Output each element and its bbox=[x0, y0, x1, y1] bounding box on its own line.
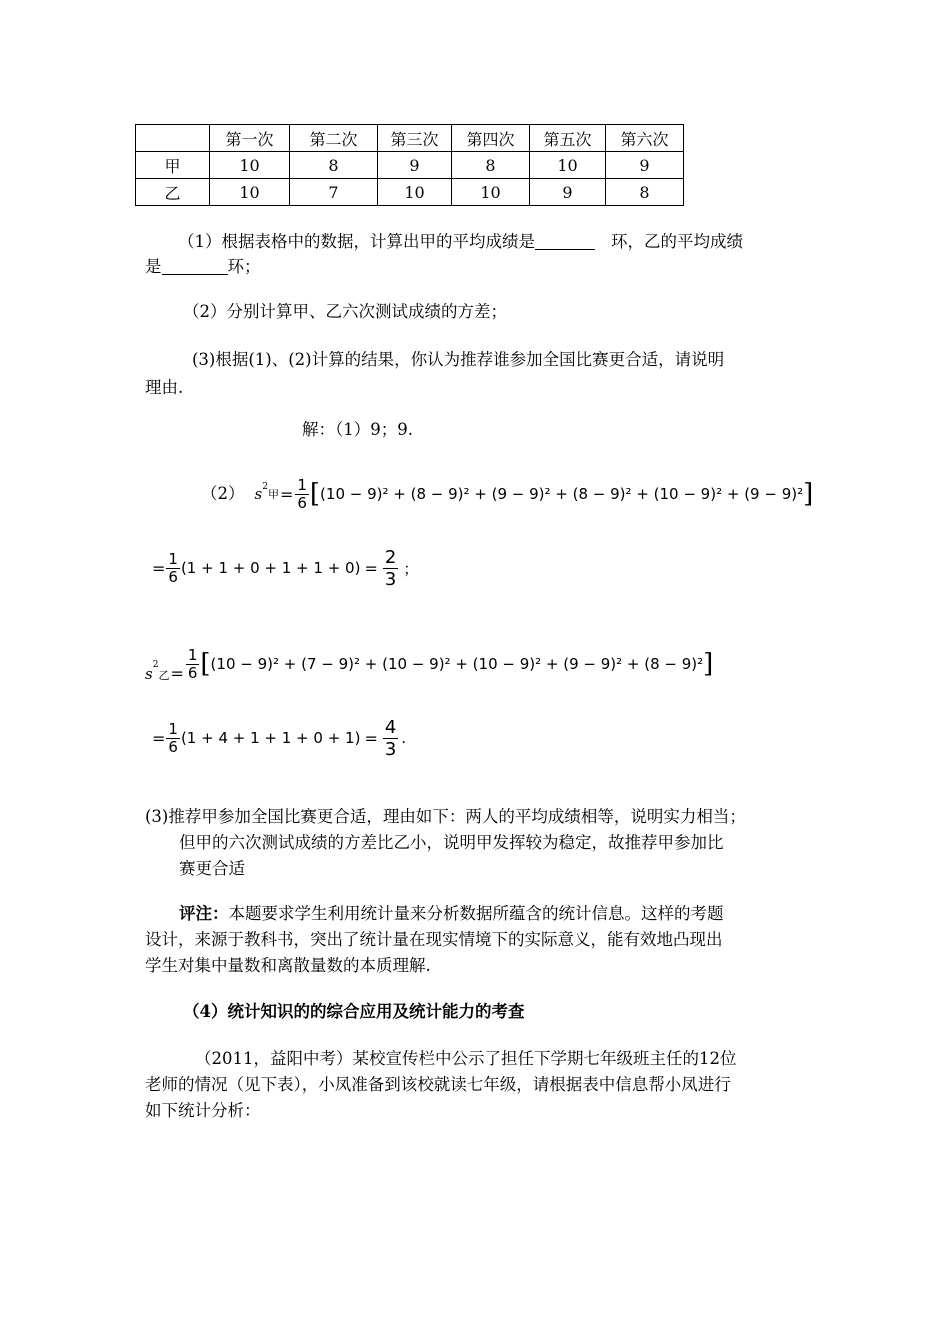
score-table bbox=[135, 124, 684, 206]
table-cell: 9 bbox=[378, 152, 452, 179]
variance-jia-sum: (1 + 1 + 0 + 1 + 1 + 0) bbox=[180, 559, 361, 577]
table-header-row bbox=[136, 125, 684, 152]
table-header-cell: 第五次 bbox=[530, 125, 606, 152]
table-header-cell: 第六次 bbox=[606, 125, 684, 152]
question-3-line-1: (3)根据(1)、(2)计算的结果，你认为推荐谁参加全国比赛更合适，请说明 bbox=[192, 350, 725, 369]
question-1-line-2 bbox=[145, 251, 261, 283]
table-header-cell: 第一次 bbox=[210, 125, 290, 152]
table-header-cell: 第二次 bbox=[290, 125, 378, 152]
variance-yi-terms: (10 − 9)² + (7 − 9)² + (10 − 9)² + (10 − 9)² + (9 − 9)² + (8 − 9)² bbox=[210, 655, 704, 673]
variance-subscript: 甲 bbox=[267, 488, 279, 501]
variance-yi-result: = $\frac{1}{6}$ (1 + 4 + 1 + 1 + 0 + 1) = $\frac{4}{3}$ . bbox=[152, 716, 407, 760]
table-header-cell bbox=[136, 125, 210, 152]
table-cell: 8 bbox=[606, 179, 684, 206]
problem-line-1: （2011，益阳中考）某校宣传栏中公示了担任下学期七年级班主任的12位 bbox=[195, 1049, 737, 1068]
problem-line-2: 老师的情况（见下表），小凤准备到该校就读七年级，请根据表中信息帮小凤进行 bbox=[145, 1075, 731, 1094]
table-row bbox=[136, 179, 684, 206]
part-3-line-3: 赛更合适 bbox=[179, 859, 245, 878]
question-text: （1）根据表格中的数据，计算出甲的平均成绩是 bbox=[178, 232, 535, 251]
table-cell: 10 bbox=[210, 179, 290, 206]
answer-blank bbox=[162, 256, 228, 275]
section-4-heading: （4）统计知识的的综合应用及统计能力的考查 bbox=[183, 1002, 525, 1021]
variance-symbol: s bbox=[145, 665, 153, 683]
table-row bbox=[136, 152, 684, 179]
table-cell: 10 bbox=[530, 152, 606, 179]
table-header-cell: 第三次 bbox=[378, 125, 452, 152]
question-2: （2）分别计算甲、乙六次测试成绩的方差； bbox=[183, 302, 507, 321]
table-cell: 10 bbox=[378, 179, 452, 206]
comment-line-3: 学生对集中量数和离散量数的本质理解. bbox=[145, 956, 431, 975]
variance-jia-terms: (10 − 9)² + (8 − 9)² + (9 − 9)² + (8 − 9)² + (10 − 9)² + (9 − 9)² bbox=[320, 485, 804, 503]
comment-text: 本题要求学生利用统计量来分析数据所蕴含的统计信息。这样的考题 bbox=[228, 904, 724, 923]
table-cell: 10 bbox=[452, 179, 530, 206]
fraction-one-sixth: $\frac{1}{6}$ bbox=[187, 645, 198, 682]
variance-symbol: s bbox=[254, 485, 263, 503]
variance-jia-result: = $\frac{1}{6}$ (1 + 1 + 0 + 1 + 1 + 0) = $\frac{2}{3}$ ； bbox=[152, 546, 419, 590]
comment-line-2: 设计，来源于教科书，突出了统计量在现实情境下的实际意义，能有效地凸现出 bbox=[145, 930, 723, 949]
question-1-line-1 bbox=[178, 226, 743, 258]
solution-intro: 解：（1）9；9. bbox=[302, 420, 413, 439]
table-cell: 9 bbox=[606, 152, 684, 179]
fraction-one-sixth: $\frac{1}{6}$ bbox=[168, 549, 178, 586]
variance-yi-formula: s $^2$ 乙 = $\frac{1}{6}$ [ (10 − 9)² + (7 − 9)² + (10 − 9)² + (10 − 9)² + (9 − 9)² + (8 − 9)² ] bbox=[145, 645, 714, 683]
fraction-result: $\frac{2}{3}$ bbox=[384, 546, 397, 590]
fraction-result: $\frac{4}{3}$ bbox=[384, 716, 397, 760]
part-3-line-1: (3)推荐甲参加全国比赛更合适，理由如下：两人的平均成绩相等，说明实力相当； bbox=[145, 807, 746, 826]
problem-line-3: 如下统计分析： bbox=[145, 1101, 261, 1120]
answer-blank bbox=[535, 231, 595, 250]
table-header-cell: 第四次 bbox=[452, 125, 530, 152]
table-cell: 9 bbox=[530, 179, 606, 206]
table-cell: 甲 bbox=[136, 152, 210, 179]
fraction-one-sixth: $\frac{1}{6}$ bbox=[297, 475, 307, 512]
part-label: （2） bbox=[201, 484, 245, 503]
comment-label: 评注： bbox=[179, 904, 229, 923]
question-text: 环； bbox=[227, 257, 261, 276]
table-cell: 8 bbox=[452, 152, 530, 179]
question-3-line-2: 理由. bbox=[145, 378, 184, 397]
variance-jia-formula: （2） s $^2$ 甲 = $\frac{1}{6}$ [ (10 − 9)² + (8 − 9)² + (9 − 9)² + (8 − 9)² + (10 − 9)² + (9 − 9)² ] bbox=[201, 475, 814, 512]
part-3-line-2: 但甲的六次测试成绩的方差比乙小，说明甲发挥较为稳定，故推荐甲参加比 bbox=[179, 833, 724, 852]
question-text: 环，乙的平均成绩 bbox=[611, 232, 743, 251]
table-cell: 8 bbox=[290, 152, 378, 179]
table-cell: 10 bbox=[210, 152, 290, 179]
variance-yi-sum: (1 + 4 + 1 + 1 + 0 + 1) bbox=[180, 729, 361, 747]
table-cell: 乙 bbox=[136, 179, 210, 206]
question-text: 是 bbox=[145, 257, 162, 276]
fraction-one-sixth: $\frac{1}{6}$ bbox=[168, 719, 178, 756]
table-cell: 7 bbox=[290, 179, 378, 206]
variance-subscript: 乙 bbox=[158, 669, 170, 682]
